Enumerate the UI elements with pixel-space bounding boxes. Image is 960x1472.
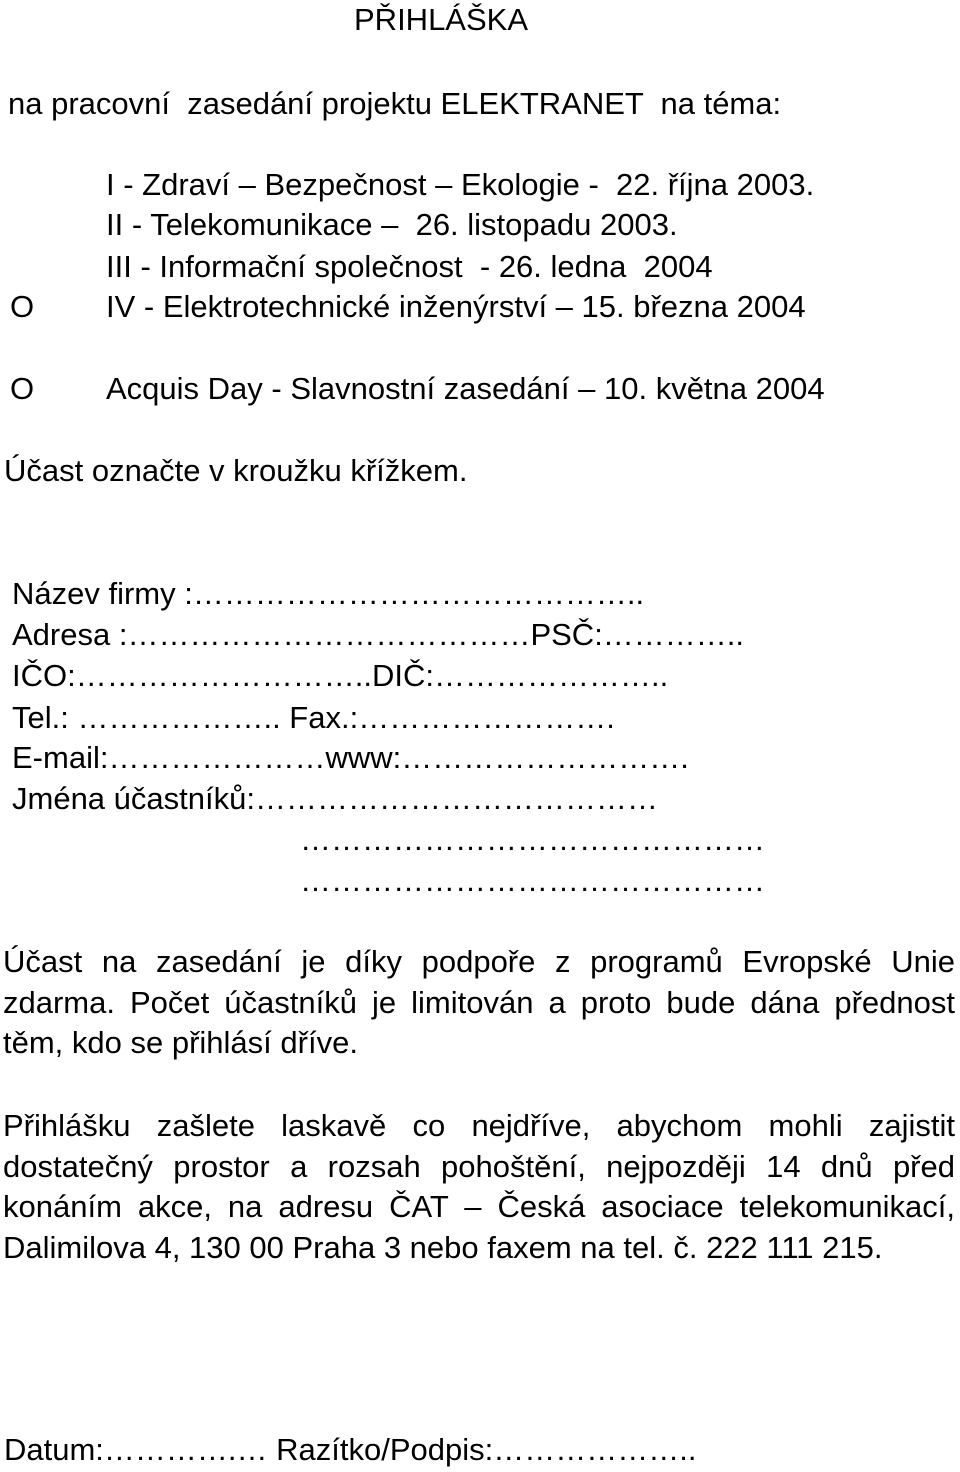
form-title: PŘIHLÁŠKA (354, 2, 529, 37)
tel-fax-field[interactable]: Tel.: ……………….. Fax.:……………………. (12, 700, 615, 735)
option-row (0, 207, 960, 243)
option-row (0, 289, 960, 325)
option-circle[interactable]: O (10, 289, 35, 324)
ico-dic-field[interactable]: IČO:………………………..DIČ:………………….. (12, 658, 669, 693)
option-label: I - Zdraví – Bezpečnost – Ekologie - 22. října 2003. (106, 167, 815, 202)
option-label: II - Telekomunikace – 26. listopadu 2003. (106, 207, 678, 242)
option-row (0, 249, 960, 285)
option-row (0, 167, 960, 203)
info-paragraph: Účast na zasedání je díky podpoře z programů Evropské Unie zdarma. Počet účastníků je limitován a proto bude dána přednost těm, kdo se přihlásí dříve. (3, 944, 955, 1060)
option-label: III - Informační společnost - 26. ledna 2004 (106, 249, 713, 284)
form-subtitle: na pracovní zasedání projektu ELEKTRANET na téma: (8, 86, 782, 121)
option-label: IV - Elektrotechnické inženýrství – 15. března 2004 (106, 289, 806, 324)
option-circle[interactable]: O (10, 371, 35, 406)
option-row (0, 371, 960, 407)
company-field[interactable]: Název firmy :…………………………………….. (12, 576, 645, 611)
date-signature-line[interactable]: Datum:………….… Razítko/Podpis:……………….. (4, 1432, 697, 1467)
participants-field-line-2[interactable]: ……………………………………… (300, 822, 765, 857)
address-field[interactable]: Adresa :…………………………………PSČ:………….. (12, 617, 745, 652)
participants-field[interactable]: Jména účastníků:………………………………… (12, 781, 658, 816)
option-label: Acquis Day - Slavnostní zasedání – 10. května 2004 (106, 371, 825, 406)
participants-field-line-3[interactable]: ……………………………………… (300, 863, 765, 898)
instruction-text: Účast označte v kroužku křížkem. (4, 453, 468, 488)
send-instructions-paragraph: Přihlášku zašlete laskavě co nejdříve, abychom mohli zajistit dostatečný prostor a rozsah pohoštění, nejpozději 14 dnů před konáním akce, na adresu ČAT – Česká asociace telekomunikací, Dalimilova 4, 130 00 Praha 3 nebo faxem na tel. č. 222 111 215. (3, 1108, 955, 1265)
email-www-field[interactable]: E-mail:…………………www:………………………. (12, 740, 689, 775)
